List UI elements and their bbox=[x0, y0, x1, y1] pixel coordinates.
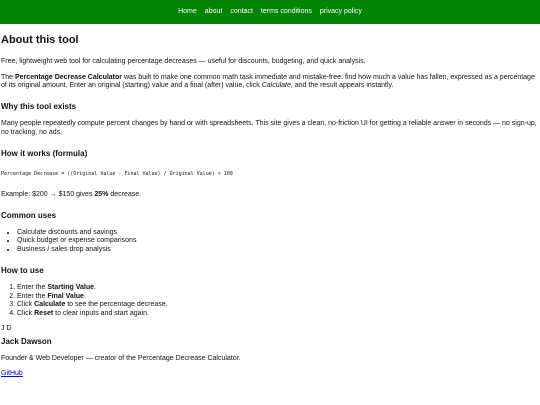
lead-paragraph: Free, lightweight web tool for calculating percentage decreases — useful for discounts, budgeting, and quick analysis. bbox=[1, 57, 366, 65]
nav-terms-link[interactable]: terms conditions bbox=[260, 7, 312, 15]
steps-list bbox=[1, 284, 540, 319]
step-text: to clear inputs and start again. bbox=[53, 310, 149, 317]
list-item bbox=[17, 284, 540, 293]
uses-list bbox=[1, 229, 540, 255]
example-suffix: decrease. bbox=[108, 190, 142, 198]
how-heading: How it works (formula) bbox=[1, 148, 88, 158]
example-result: 25% bbox=[94, 190, 109, 198]
step-text: Click bbox=[17, 310, 35, 317]
step-keyword: Reset bbox=[34, 310, 54, 317]
nav-home-link[interactable]: Home bbox=[178, 7, 197, 15]
list-item: • Business / sales drop analysis bbox=[17, 246, 540, 255]
author-role: Founder & Web Developer — creator of the Percentage Decrease Calculator. bbox=[1, 354, 241, 362]
tool-name: Percentage Decrease Calculator bbox=[15, 73, 123, 81]
github-link[interactable]: GitHub bbox=[1, 370, 23, 378]
nav-about-link[interactable]: about bbox=[204, 7, 223, 15]
howto-heading: How to use bbox=[1, 265, 44, 275]
step-text: . bbox=[83, 292, 86, 300]
intro-paragraph bbox=[1, 74, 540, 92]
top-navigation bbox=[0, 0, 540, 24]
intro-mid: was built to make one common math task immediate and mistake-free: find how much a value has fallen, expressed as a percentage of its original amount. Enter an original (starting) value and a final (after) value, click bbox=[1, 73, 535, 90]
page-title: About this tool bbox=[1, 34, 79, 46]
intro-prefix: The bbox=[1, 73, 16, 81]
step-text: to see the percentage decrease. bbox=[65, 301, 168, 309]
step-keyword: Final Value bbox=[47, 292, 84, 300]
why-paragraph: Many people repeatedly compute percent changes by hand or with spreadsheets. This site gives a clean, no-friction UI for getting a reliable answer in seconds — no sign-up, no tracking, no ads. bbox=[1, 120, 537, 136]
list-item: • Calculate discounts and savings bbox=[17, 229, 540, 238]
nav-contact-link[interactable]: contact bbox=[230, 7, 253, 15]
calculate-emphasis: Calculate bbox=[261, 82, 291, 90]
example-paragraph bbox=[1, 191, 540, 200]
author-initials: J D bbox=[1, 324, 12, 332]
author-name: Jack Dawson bbox=[1, 336, 52, 346]
step-keyword: Starting Value bbox=[47, 283, 95, 291]
example-prefix: Example: $200 → $150 gives bbox=[1, 190, 95, 198]
step-text: Enter the bbox=[17, 292, 48, 300]
formula-code: Percentage Decrease = ((Original Value - Final Value) / Original Value) × 100 bbox=[1, 170, 233, 177]
why-heading: Why this tool exists bbox=[1, 102, 77, 111]
uses-heading: Common uses bbox=[1, 210, 57, 220]
list-item: • Quick budget or expense comparisons bbox=[17, 237, 540, 246]
step-text: Click bbox=[17, 301, 35, 309]
list-item bbox=[17, 310, 540, 319]
nav-privacy-link[interactable]: privacy policy bbox=[319, 7, 362, 15]
main-content bbox=[0, 34, 540, 379]
step-text: Enter the bbox=[17, 283, 48, 291]
list-item bbox=[17, 293, 540, 302]
step-keyword: Calculate bbox=[34, 301, 66, 309]
intro-suffix: , and the result appears instantly. bbox=[290, 82, 394, 90]
list-item bbox=[17, 301, 540, 310]
step-text: . bbox=[94, 283, 96, 291]
